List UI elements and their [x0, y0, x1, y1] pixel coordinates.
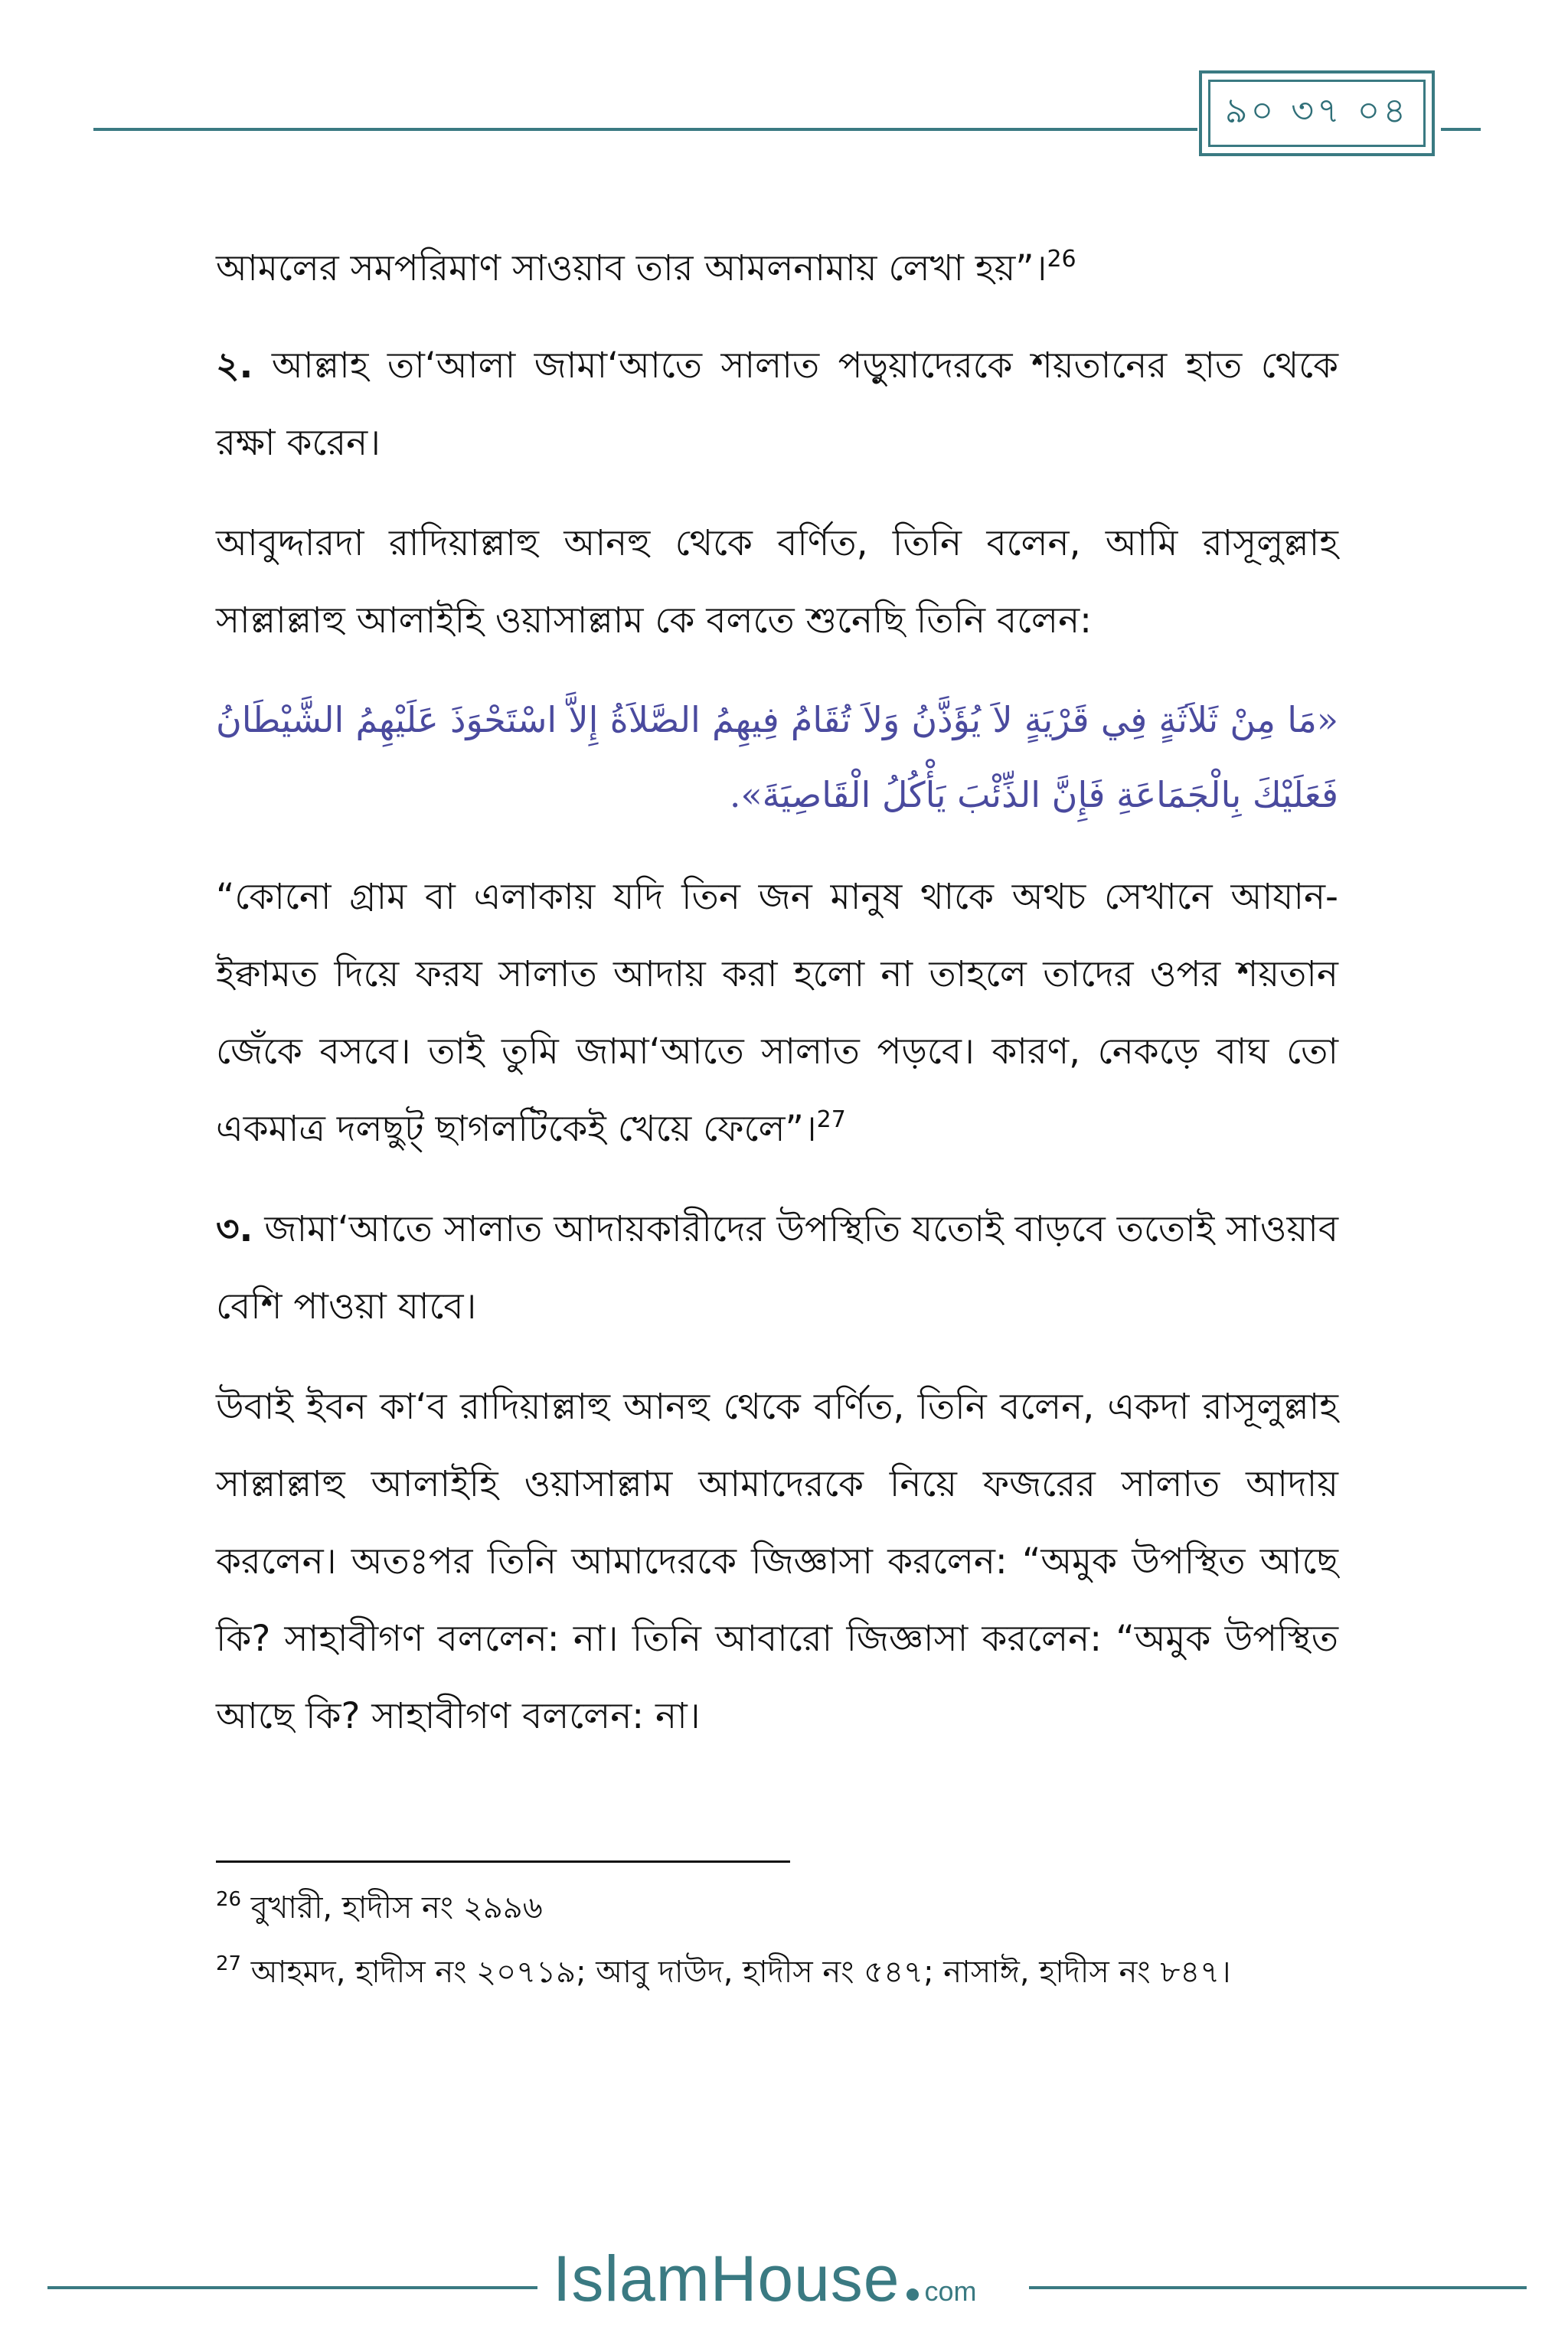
- header-rule-right: [1441, 128, 1481, 131]
- paragraph-5-text: জামা‘আতে সালাত আদায়কারীদের উপস্থিতি যতোই বাড়বে ততোই সাওয়াব বেশি পাওয়া যাবে।: [216, 1208, 1338, 1328]
- footer-rule-right: [1029, 2286, 1527, 2289]
- page-number: ৯০ ৩৭ ০৪: [1208, 80, 1426, 147]
- arabic-hadith: «مَا مِنْ ثَلاَثَةٍ فِي قَرْيَةٍ لاَ يُؤَذَّنُ وَلاَ تُقَامُ فِيهِمُ الصَّلاَةُ إِلاَّ اسْتَحْوَذَ عَلَيْهِمُ الشَّيْطَانُ فَعَلَيْكَ بِالْجَمَاعَةِ فَإِنَّ الذِّئْبَ يَأْكُلُ الْقَاصِيَةَ».: [216, 699, 1338, 815]
- footnote-item: [216, 1942, 1338, 2003]
- paragraph-4-text: “কোনো গ্রাম বা এলাকায় যদি তিন জন মানুষ থাকে অথচ সেখানে আযান-ইক্বামত দিয়ে ফরয সালাত আদায় করা হলো না তাহলে তাদের ওপর শয়তান জেঁকে বসবে। তাই তুমি জামা‘আতে সালাত পড়বে। কারণ, নেকড়ে বাঘ তো একমাত্র দলছুট্ ছাগলটিকেই খেয়ে ফেলে”।: [216, 876, 1338, 1150]
- brand-suffix: com: [924, 2275, 977, 2307]
- footer-rule-left: [47, 2286, 537, 2289]
- islamhouse-logo[interactable]: [553, 2242, 1012, 2326]
- footnote-text: বুখারী, হাদীস নং ২৯৯৬: [241, 1890, 543, 1926]
- footnotes: [216, 1877, 1338, 2006]
- paragraph-4: [216, 858, 1338, 1168]
- footnote-item: [216, 1877, 1338, 1939]
- header-rule-left: [93, 128, 1197, 131]
- footnote-ref-26[interactable]: 26: [1047, 246, 1076, 273]
- paragraph-1-text: আমলের সমপরিমাণ সাওয়াব তার আমলনামায় লেখা হয়”।: [216, 247, 1047, 289]
- paragraph-6: উবাই ইবন কা‘ব রাদিয়াল্লাহু আনহু থেকে বর্ণিত, তিনি বলেন, একদা রাসূলুল্লাহ সাল্লাল্লাহু আলাইহি ওয়াসাল্লাম আমাদেরকে নিয়ে ফজরের সালাত আদায় করলেন। অতঃপর তিনি আমাদেরকে জিজ্ঞাসা করলেন: “অমুক উপস্থিত আছে কি? সাহাবীগণ বললেন: না। তিনি আবারো জিজ্ঞাসা করলেন: “অমুক উপস্থিত আছে কি? সাহাবীগণ বললেন: না।: [216, 1386, 1338, 1737]
- footnote-number: 26: [216, 1888, 242, 1911]
- footnote-number: 27: [216, 1952, 242, 1975]
- point-number-3: ৩.: [216, 1208, 253, 1250]
- paragraph-5: [216, 1191, 1338, 1345]
- page-body: [216, 230, 1338, 1778]
- brand-name: IslamHouse: [553, 2243, 900, 2314]
- point-number-2: ২.: [216, 345, 253, 387]
- paragraph-2: [216, 327, 1338, 482]
- paragraph-2-text: আল্লাহ তা‘আলা জামা‘আতে সালাত পড়ুয়াদেরকে শয়তানের হাত থেকে রক্ষা করেন।: [216, 345, 1338, 464]
- footnote-text: আহমদ, হাদীস নং ২০৭১৯; আবু দাউদ, হাদীস নং ৫৪৭; নাসাঈ, হাদীস নং ৮৪৭।: [241, 1955, 1231, 1990]
- footnote-divider: [216, 1860, 790, 1863]
- brand-dot-icon: [906, 2288, 919, 2301]
- paragraph-1: [216, 230, 1338, 307]
- footnote-ref-27[interactable]: 27: [816, 1106, 846, 1133]
- page-number-box: [1199, 70, 1435, 156]
- paragraph-3: আবুদ্দারদা রাদিয়াল্লাহু আনহু থেকে বর্ণিত, তিনি বলেন, আমি রাসূলুল্লাহ সাল্লাল্লাহু আলাইহি ওয়াসাল্লাম কে বলতে শুনেছি তিনি বলেন:: [216, 522, 1338, 642]
